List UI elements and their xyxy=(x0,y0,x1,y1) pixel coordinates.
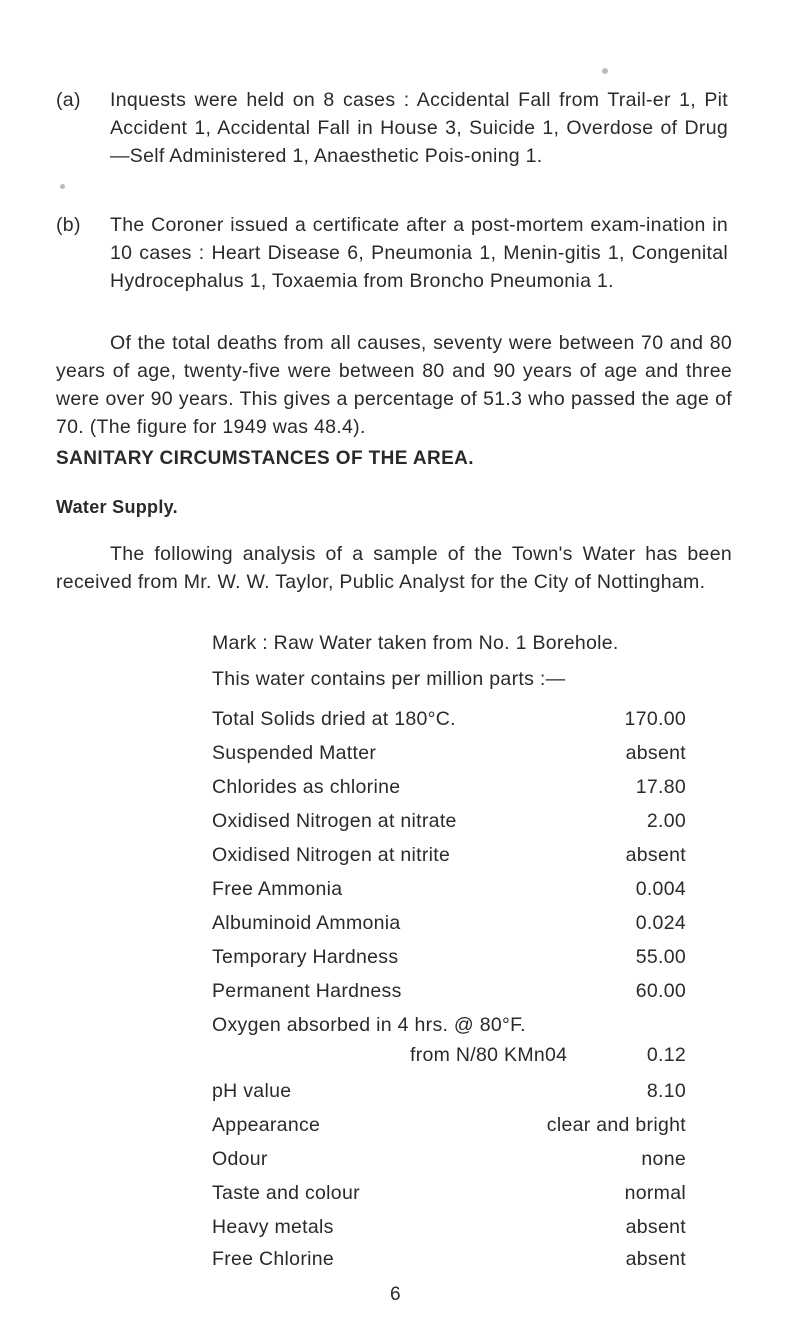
row-value: absent xyxy=(625,742,686,764)
table-row xyxy=(212,1182,686,1216)
row-name: Free Chlorine xyxy=(212,1248,335,1270)
row-name: Total Solids dried at 180°C. xyxy=(212,708,456,730)
page-number: 6 xyxy=(390,1284,401,1305)
table-row xyxy=(212,980,686,1014)
row-name: Oxygen absorbed in 4 hrs. @ 80°F. xyxy=(212,1014,526,1036)
subheading: Water Supply. xyxy=(56,497,178,517)
table-row xyxy=(212,1114,686,1148)
print-speck xyxy=(602,68,608,74)
table-row xyxy=(212,878,686,912)
row-name: Free Ammonia xyxy=(212,878,343,900)
row-name: Oxidised Nitrogen at nitrite xyxy=(212,844,451,866)
table-row xyxy=(212,1080,686,1114)
row-value: 17.80 xyxy=(635,776,686,798)
analysis-paragraph: The following analysis of a sample of the Town's Water has been received from Mr. W. W. Taylor, Public Analyst for the City of Nottingham. xyxy=(56,543,732,593)
row-value: 0.024 xyxy=(635,912,686,934)
item-text: The Coroner issued a certificate after a post-mortem exam-ination in 10 cases : Heart Disease 6, Pneumonia 1, Menin-gitis 1, Congenital Hydrocephalus 1, Toxaemia from Broncho Pneumonia 1. xyxy=(110,214,728,292)
row-name: Chlorides as chlorine xyxy=(212,776,401,798)
print-speck xyxy=(60,184,65,189)
row-name-continued: from N/80 KMn04 xyxy=(410,1044,568,1066)
table-row xyxy=(212,844,686,878)
row-value: 170.00 xyxy=(624,708,686,730)
row-value: 0.004 xyxy=(635,878,686,900)
row-name: Temporary Hardness xyxy=(212,946,399,968)
row-name: Appearance xyxy=(212,1114,321,1136)
row-name: Permanent Hardness xyxy=(212,980,402,1002)
row-value: 60.00 xyxy=(635,980,686,1002)
table-row xyxy=(212,1148,686,1182)
row-value: none xyxy=(641,1148,686,1170)
row-value: absent xyxy=(625,1216,686,1238)
row-name: Taste and colour xyxy=(212,1182,360,1204)
table-row xyxy=(212,912,686,946)
section-heading: SANITARY CIRCUMSTANCES OF THE AREA. xyxy=(56,448,474,469)
row-value: normal xyxy=(624,1182,686,1204)
item-label: (b) xyxy=(56,214,81,236)
row-name: Heavy metals xyxy=(212,1216,334,1238)
table-row xyxy=(212,776,686,810)
row-name: Albuminoid Ammonia xyxy=(212,912,401,934)
row-value: 55.00 xyxy=(635,946,686,968)
table-row xyxy=(212,1216,686,1250)
deaths-paragraph: Of the total deaths from all causes, seventy were between 70 and 80 years of age, twenty-five were between 80 and 90 years of age and three were over 90 years. This gives a percentage of 51.3 who passed the age of 70. (The figure for 1949 was 48.4). xyxy=(56,332,732,438)
mark-line: Mark : Raw Water taken from No. 1 Borehole. xyxy=(212,632,619,654)
row-value: 0.12 xyxy=(646,1044,686,1066)
item-label: (a) xyxy=(56,89,81,111)
row-name: Oxidised Nitrogen at nitrate xyxy=(212,810,457,832)
table-row xyxy=(212,708,686,742)
row-name: Odour xyxy=(212,1148,268,1170)
row-name: pH value xyxy=(212,1080,292,1102)
row-name: Suspended Matter xyxy=(212,742,377,764)
contains-line: This water contains per million parts :— xyxy=(212,668,566,690)
table-row-oxygen xyxy=(212,1014,686,1080)
table-row xyxy=(212,1248,686,1282)
row-value: absent xyxy=(625,1248,686,1270)
row-value: clear and bright xyxy=(546,1114,686,1136)
row-value: absent xyxy=(625,844,686,866)
item-text: Inquests were held on 8 cases : Accidental Fall from Trail-er 1, Pit Accident 1, Accidental Fall in House 3, Suicide 1, Overdose of Drug—Self Administered 1, Anaesthetic Pois-oning 1. xyxy=(110,89,728,167)
row-value: 8.10 xyxy=(646,1080,686,1102)
table-row xyxy=(212,810,686,844)
table-row xyxy=(212,946,686,980)
row-value: 2.00 xyxy=(646,810,686,832)
table-row xyxy=(212,742,686,776)
